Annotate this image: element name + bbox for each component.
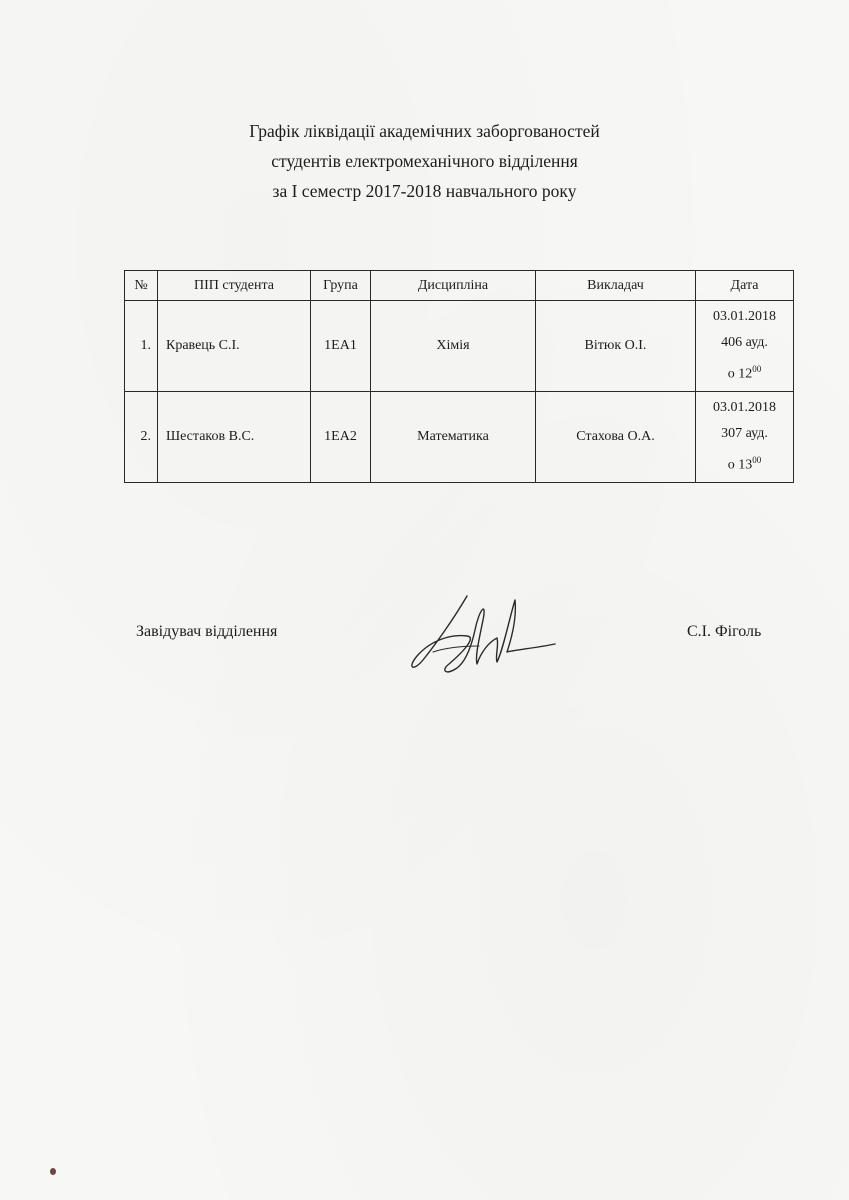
- cell-num: 1.: [125, 301, 158, 392]
- header-group: Група: [311, 271, 371, 301]
- cell-teacher: Вітюк О.І.: [536, 301, 696, 392]
- header-teacher: Викладач: [536, 271, 696, 301]
- document-title: [0, 116, 849, 206]
- handwritten-signature: [405, 590, 560, 690]
- header-discipline: Дисципліна: [371, 271, 536, 301]
- exam-time: [696, 447, 793, 479]
- cell-student-name: Кравець С.І.: [158, 301, 311, 392]
- cell-date: [696, 392, 794, 483]
- cell-student-name: Шестаков В.С.: [158, 392, 311, 483]
- exam-time-minutes: 00: [752, 455, 762, 466]
- exam-time-hour: о 13: [727, 457, 753, 473]
- title-line-1: Графік ліквідації академічних заборгованостей: [249, 121, 600, 141]
- cell-teacher: Стахова О.А.: [536, 392, 696, 483]
- title-line-3: за І семестр 2017-2018 навчального року: [272, 181, 577, 201]
- cell-num: 2.: [125, 392, 158, 483]
- exam-date: 03.01.2018: [713, 309, 776, 325]
- exam-room: 406 ауд.: [721, 335, 768, 351]
- cell-group: 1ЕА2: [311, 392, 371, 483]
- header-num: №: [125, 271, 158, 301]
- table-row: [125, 392, 794, 483]
- table-row: [125, 301, 794, 392]
- exam-date: 03.01.2018: [713, 400, 776, 416]
- cell-group: 1ЕА1: [311, 301, 371, 392]
- signatory-position: Завідувач відділення: [136, 623, 278, 640]
- paper-speck: [50, 1168, 56, 1175]
- table-header-row: [125, 271, 794, 301]
- exam-time: [696, 356, 793, 388]
- exam-room: 307 ауд.: [721, 426, 768, 442]
- debt-schedule-table: [124, 270, 794, 483]
- title-line-2: студентів електромеханічного відділення: [271, 151, 578, 171]
- cell-date: [696, 301, 794, 392]
- exam-time-hour: о 12: [727, 366, 753, 382]
- cell-discipline: Хімія: [371, 301, 536, 392]
- signatory-name: С.І. Фіголь: [687, 623, 762, 640]
- header-date: Дата: [696, 271, 794, 301]
- cell-discipline: Математика: [371, 392, 536, 483]
- exam-time-minutes: 00: [752, 364, 762, 375]
- header-name: ПІП студента: [158, 271, 311, 301]
